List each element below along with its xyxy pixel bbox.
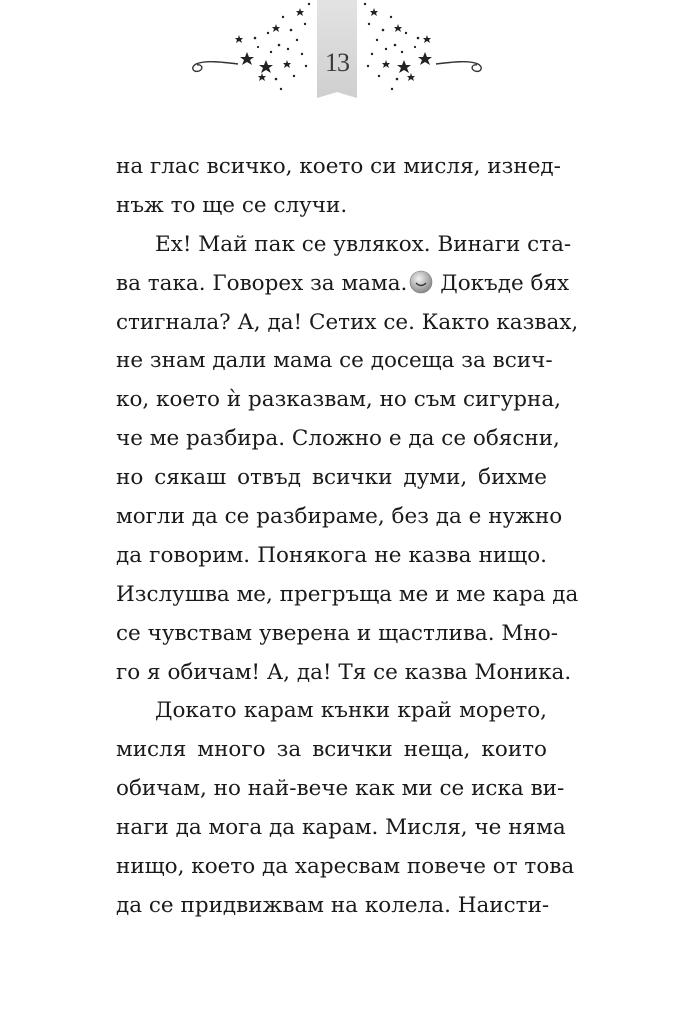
- text-segment: Докъде бях: [440, 270, 570, 296]
- text-line: се чувствам уверена и щастлива. Мно-: [116, 620, 558, 646]
- text-line: наги да мога да карам. Мисля, че няма: [116, 815, 566, 841]
- page-number: 13: [325, 48, 349, 77]
- smiley-icon: [409, 270, 433, 294]
- text-line: да говорим. Понякога не казва нищо.: [116, 542, 547, 568]
- text-line: че ме разбира. Сложно е да се обясни,: [116, 426, 560, 452]
- text-line: [116, 265, 570, 304]
- text-line: мисля много за всички неща, които: [116, 737, 547, 763]
- text-line: нъж то ще се случи.: [116, 192, 348, 218]
- text-line: го я обичам! А, да! Тя се казва Моника.: [116, 659, 572, 685]
- text-line: стигнала? А, да! Сетих се. Както казвах,: [116, 309, 579, 335]
- text-line: ко, което ѝ разказвам, но съм сигурна,: [116, 387, 562, 413]
- text-line: Докато карам кънки край морето,: [155, 698, 547, 724]
- text-line: да се придвижвам на колела. Наисти-: [116, 892, 550, 918]
- text-line: но сякаш отвъд всички думи, бихме: [116, 465, 547, 491]
- text-line: могли да се разбираме, без да е нужно: [116, 504, 563, 530]
- text-segment: ва така. Говорех за мама.: [116, 270, 408, 296]
- text-line: Изслушва ме, прегръща ме и ме кара да: [116, 581, 579, 607]
- text-line: Ех! Май пак се увлякох. Винаги ста-: [155, 231, 572, 257]
- body-text: [116, 148, 579, 926]
- page-header: [0, 0, 700, 110]
- text-line: на глас всичко, което си мисля, изнед-: [116, 154, 561, 179]
- text-line: обичам, но най-вече как ми се иска ви-: [116, 776, 565, 802]
- text-line: не знам дали мама се досеща за всич-: [116, 348, 553, 374]
- text-line: нищо, което да харесвам повече от това: [116, 854, 575, 880]
